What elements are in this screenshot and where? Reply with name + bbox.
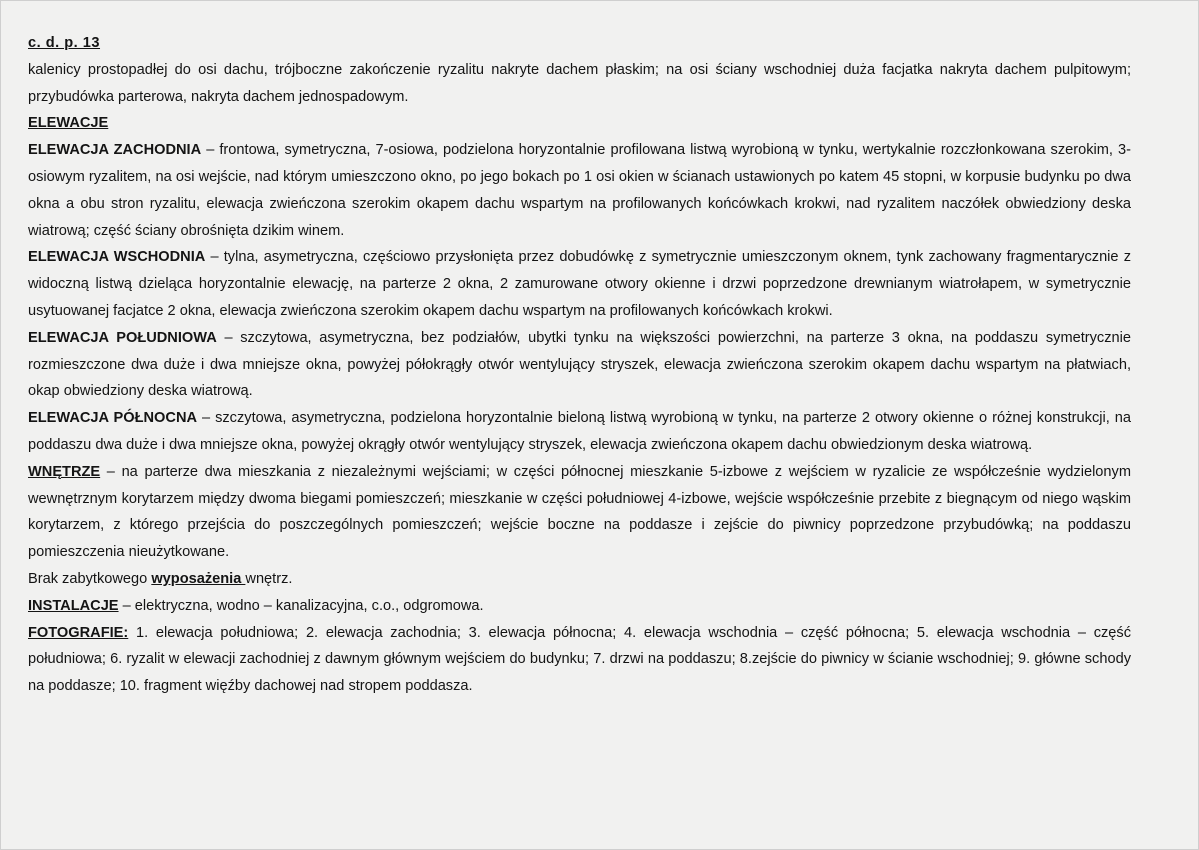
west-elevation-text: – frontowa, symetryczna, 7-osiowa, podzielona horyzontalnie profilowana listwą wyrobioną w tynku, wertykalnie rozczłonkowana szerokim, 3-osiowym ryzalitem, na osi wejście, nad którym umieszczono okno, po jego bokach po 1 osi okien w ścianach ustawionych po katem 45 stopni, w korpusie budynku po dwa okna a obu stron ryzalitu, elewacja zwieńczona szerokim okapem dachu wspartym na profilowanych końcówkach krokwi, nad ryzalitem naczółek obwiedziony deska wiatrową; część ściany obrośnięta dzikim winem.	[28, 142, 1131, 239]
paragraph-south-elevation	[28, 325, 1131, 405]
paragraph-intro: kalenicy prostopadłej do osi dachu, trójboczne zakończenie ryzalitu nakryte dachem płaskim; na osi ściany wschodniej duża facjatka nakryta dachem pulpitowym; przybudówka parterowa, nakryta dachem jednospadowym.	[28, 61, 1131, 105]
photos-text: 1. elewacja południowa; 2. elewacja zachodnia; 3. elewacja północna; 4. elewacja wschodnia – część północna; 5. elewacja wschodnia – część południowa; 6. ryzalit w elewacji zachodniej z dawnym głównym wejściem do budynku; 7. drzwi na poddaszu; 8.zejście do piwnicy w ścianie wschodniej; 9. główne schody na poddasze; 10. fragment więźby dachowej nad stropem poddasza.	[28, 624, 1131, 695]
interior-text: – na parterze dwa mieszkania z niezależnymi wejściami; w części północnej mieszkanie 5-izbowe z wejściem w ryzalicie ze współcześnie wydzielonym wewnętrznym korytarzem między dwoma biegami pomieszczeń; mieszkanie w części południowej 4-izbowe, wejście współcześnie przebite z biegnącym od niego wąskim korytarzem, z którego przejścia do poszczególnych pomieszczeń; wejście boczne na poddasze i zejście do piwnicy poprzedzone przybudówką; na poddaszu pomieszczenia nieużytkowane.	[28, 463, 1131, 561]
north-elevation-title: ELEWACJA PÓŁNOCNA	[28, 410, 198, 427]
page-reference	[28, 30, 1131, 57]
document-body	[28, 30, 1131, 700]
installations-text: – elektryczna, wodno – kanalizacyjna, c.o., odgromowa.	[118, 597, 484, 614]
north-elevation-text: – szczytowa, asymetryczna, podzielona horyzontalnie bieloną listwą wyrobioną w tynku, na parterze 2 otwory okienne o różnej konstrukcji, na poddaszu dwa duże i dwa mniejsze okna, powyżej okrągły otwór wentylujący stryszek, elewacja zwieńczona okapem dachu obwiedzionym deska wiatrową.	[28, 410, 1131, 453]
photos-title: FOTOGRAFIE:	[28, 624, 129, 641]
paragraph-photos	[28, 620, 1131, 700]
west-elevation-title: ELEWACJA ZACHODNIA	[28, 142, 202, 159]
interior-title: WNĘTRZE	[28, 463, 101, 480]
elewacje-heading: ELEWACJE	[28, 115, 109, 132]
south-elevation-title: ELEWACJA POŁUDNIOWA	[28, 329, 217, 346]
page-ref-label: c. d. p. 13	[28, 35, 101, 51]
paragraph-north-elevation	[28, 405, 1131, 459]
east-elevation-title: ELEWACJA WSCHODNIA	[28, 249, 206, 266]
equipment-word: wyposażenia	[151, 570, 246, 587]
equipment-suffix: wnętrz.	[245, 570, 293, 587]
paragraph-east-elevation	[28, 244, 1131, 324]
south-elevation-text: – szczytowa, asymetryczna, bez podziałów, ubytki tynku na większości powierzchni, na parterze 3 okna, na poddaszu symetrycznie rozmieszczone dwa duże i dwa mniejsze okna, powyżej półokrągły otwór wentylujący stryszek, elewacja zwieńczona szerokim okapem dachu wspartym na płatwiach, okap obwiedziony deska wiatrową.	[28, 329, 1131, 400]
paragraph-equipment	[28, 566, 1131, 593]
equipment-prefix: Brak zabytkowego	[28, 570, 152, 587]
paragraph-installations	[28, 593, 1131, 620]
east-elevation-text: – tylna, asymetryczna, częściowo przysłonięta przez dobudówkę z symetrycznie umieszczonym oknem, tynk zachowany fragmentarycznie z widoczną listwą dzieląca horyzontalnie elewację, na parterze 2 okna, 2 zamurowane otwory okienne i drzwi poprzedzone drewnianym wiatrołapem, w symetrycznie usytuowanej facjatce 2 okna, elewacja zwieńczona szerokim okapem dachu wspartym na profilowanych końcówkach krokwi.	[28, 249, 1131, 319]
installations-title: INSTALACJE	[28, 597, 119, 614]
paragraph-west-elevation	[28, 137, 1131, 244]
section-heading-elewacje	[28, 110, 1131, 137]
paragraph-interior	[28, 459, 1131, 566]
